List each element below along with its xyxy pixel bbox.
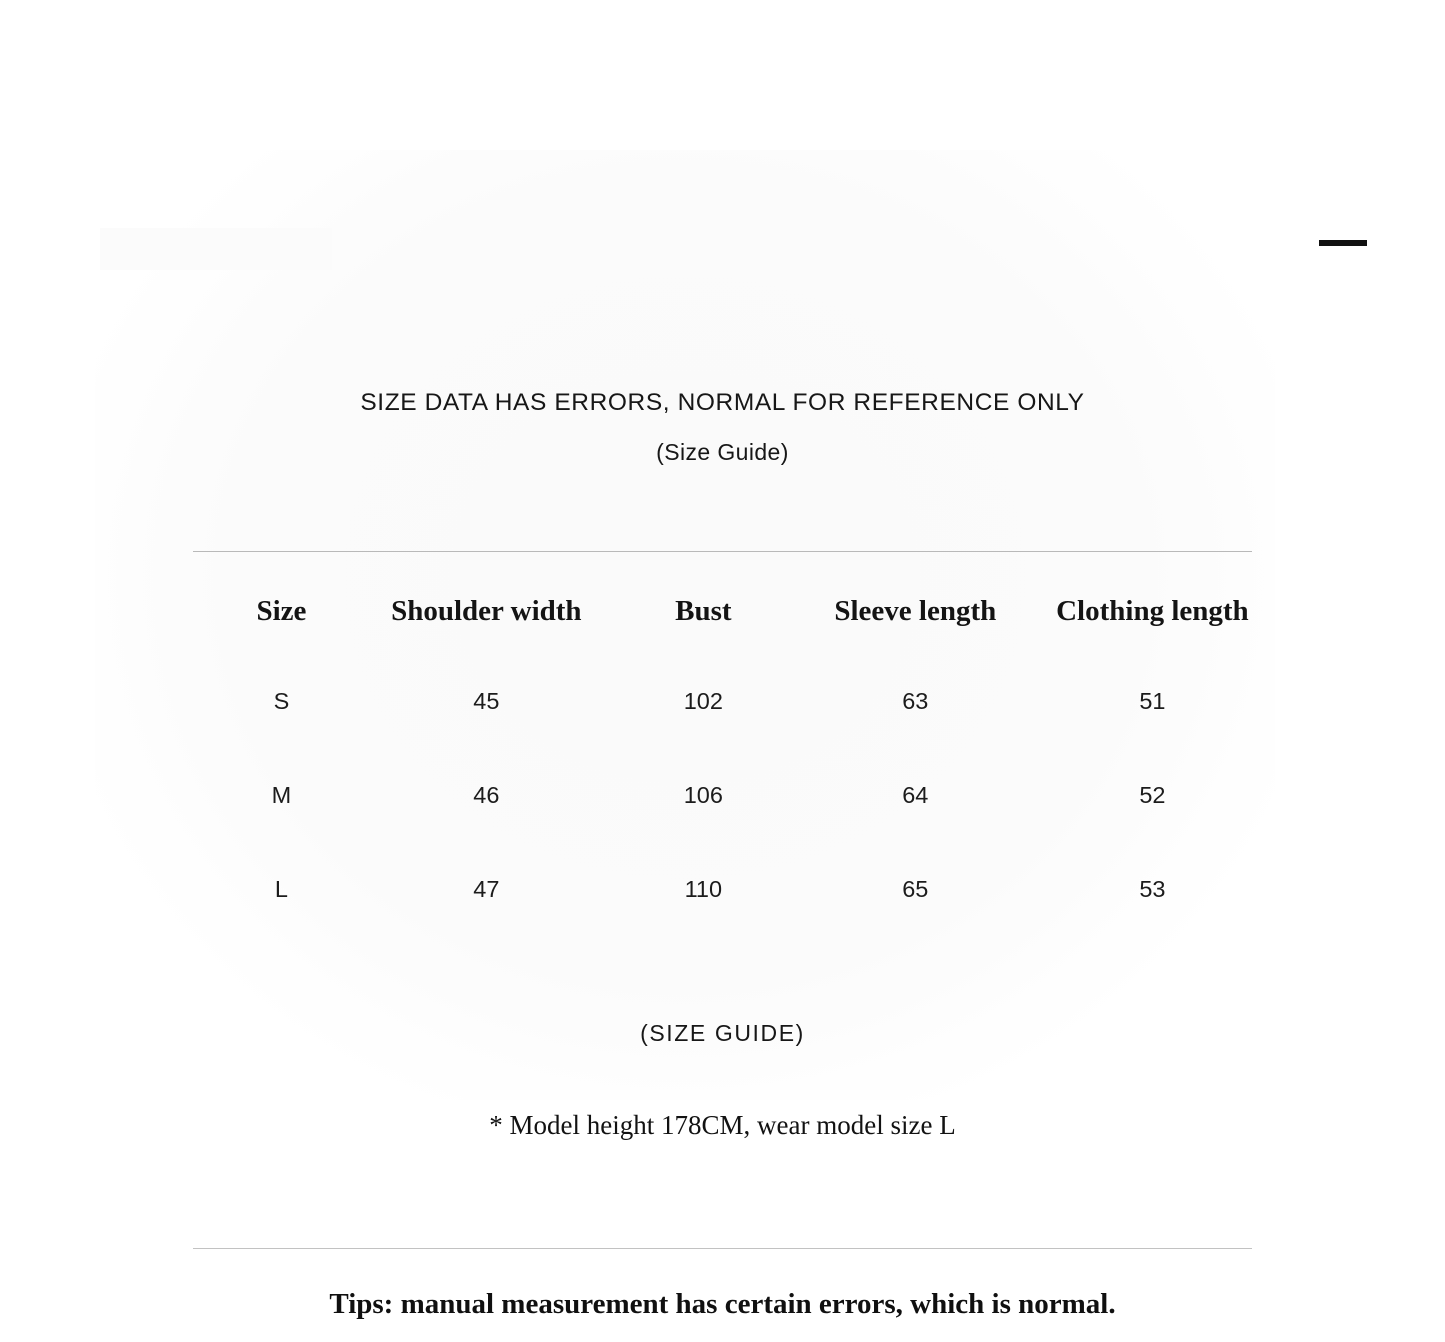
page-title-secondary: (Size Guide) [656,439,789,466]
cell-clothing-length: 52 [1139,781,1166,808]
column-header-sleeve-length: Sleeve length [834,595,997,627]
table-row [193,654,1278,748]
page-title [0,388,1445,466]
table-row [193,842,1278,936]
cell-size: M [271,781,292,808]
model-height-note: * Model height 178CM, wear model size L [489,1110,956,1140]
minus-icon[interactable] [1319,240,1367,246]
page-title-primary: SIZE DATA HAS ERRORS, NORMAL FOR REFERENCE ONLY [360,389,1085,416]
cell-sleeve-length: 64 [902,781,929,808]
size-guide-caption: (SIZE GUIDE) [640,1020,805,1046]
divider-bottom [193,1248,1252,1249]
cell-sleeve-length: 65 [902,875,929,902]
table-row [193,748,1278,842]
cell-clothing-length: 51 [1139,687,1166,714]
divider-top [193,551,1252,552]
cell-shoulder-width: 46 [473,781,500,808]
measurement-tips-note: Tips: manual measurement has certain errors, which is normal. [329,1288,1116,1320]
column-header-shoulder-width: Shoulder width [391,595,582,627]
cell-bust: 110 [684,875,723,902]
column-header-bust: Bust [675,595,732,627]
cell-size: L [274,875,288,902]
column-header-size: Size [256,595,307,627]
cell-sleeve-length: 63 [902,687,929,714]
size-guide-table [193,585,1278,936]
cell-bust: 102 [683,687,723,714]
table-header-row [193,585,1278,654]
column-header-clothing-length: Clothing length [1056,595,1249,627]
cell-clothing-length: 53 [1139,875,1166,902]
cell-shoulder-width: 47 [473,875,500,902]
cell-bust: 106 [683,781,723,808]
cell-size: S [273,687,290,714]
cell-shoulder-width: 45 [473,687,500,714]
